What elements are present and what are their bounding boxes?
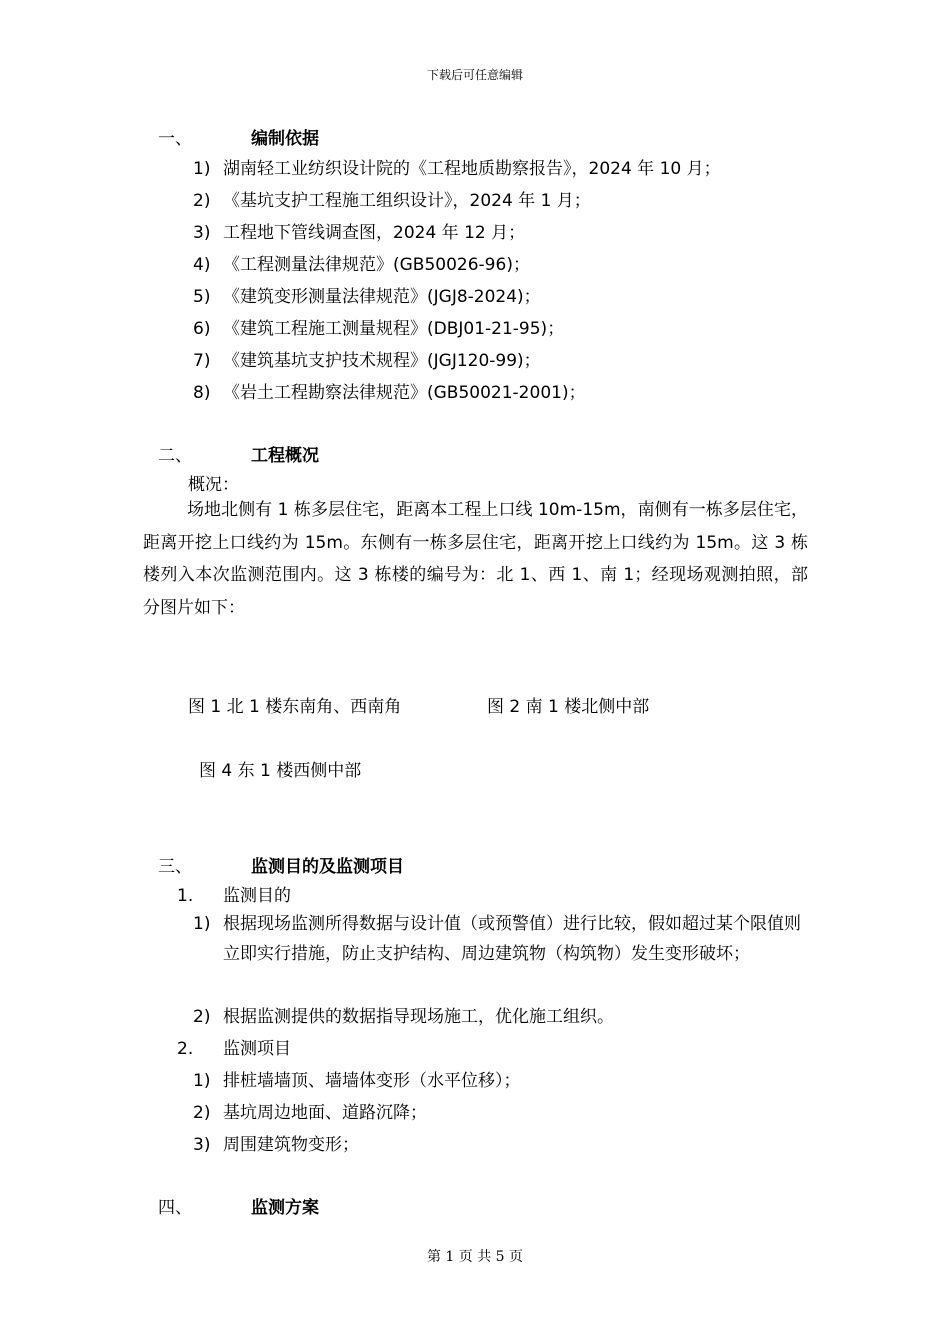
figure-4-caption: 图 4 东 1 楼西侧中部: [199, 761, 362, 781]
subsection-title: 监测项目: [223, 1039, 291, 1059]
list-item: [193, 909, 813, 969]
section-3-number: 三、: [158, 857, 192, 877]
list-item-number: 2): [193, 1007, 211, 1027]
list-item-text: 《建筑工程施工测量规程》(DBJ01-21-95)；: [223, 319, 565, 339]
subsection-number: 1.: [177, 886, 194, 906]
page-header: 下载后可任意编辑: [426, 68, 523, 82]
list-item: [193, 282, 541, 307]
section-1-number: 一、: [158, 129, 192, 149]
list-item: [193, 154, 721, 179]
figure-2-caption: 图 2 南 1 楼北侧中部: [487, 697, 650, 717]
list-item-number: 3): [193, 1135, 211, 1155]
list-item-text: 根据监测提供的数据指导现场施工，优化施工组织。: [223, 1007, 614, 1027]
list-item: [193, 1098, 427, 1123]
list-item: [193, 346, 541, 371]
list-item-text: 基坑周边地面、道路沉降；: [223, 1103, 427, 1123]
section-3-title: 监测目的及监测项目: [251, 857, 404, 877]
list-item-text: 工程地下管线调查图，2024 年 12 月；: [223, 223, 526, 243]
subsection-title: 监测目的: [223, 886, 291, 906]
list-item-number: 1): [193, 1071, 211, 1091]
list-item-text: 周围建筑物变形；: [223, 1135, 359, 1155]
list-item-text: 排桩墙墙顶、墙墙体变形（水平位移）；: [223, 1071, 521, 1091]
section-4-title: 监测方案: [251, 1198, 319, 1218]
list-item-number: 4): [193, 255, 211, 275]
page-footer: 第 1 页 共 5 页: [426, 1249, 524, 1265]
list-item: [193, 314, 564, 339]
list-item: [193, 1002, 614, 1027]
list-item: [193, 1066, 521, 1091]
list-item: [193, 378, 586, 403]
list-item-text: 《建筑基坑支护技术规程》(JGJ120-99)；: [223, 351, 541, 371]
list-item: [193, 1130, 359, 1155]
figure-1-caption: 图 1 北 1 楼东南角、西南角: [188, 697, 402, 717]
list-item-number: 1): [193, 914, 211, 934]
list-item-number: 2): [193, 191, 211, 211]
list-item-number: 5): [193, 287, 211, 307]
section-2-title: 工程概况: [251, 446, 319, 466]
list-item: [193, 186, 591, 211]
list-item-text: 《工程测量法律规范》(GB50026-96)；: [223, 255, 530, 275]
list-item-number: 3): [193, 223, 211, 243]
subsection-1: [177, 881, 291, 906]
list-item-number: 1): [193, 159, 211, 179]
list-item-number: 2): [193, 1103, 211, 1123]
list-item-text: 湖南轻工业纺织设计院的《工程地质勘察报告》，2024 年 10 月；: [223, 159, 721, 179]
section-1-title: 编制依据: [251, 129, 319, 149]
list-item-text: 《基坑支护工程施工组织设计》，2024 年 1 月；: [223, 191, 591, 211]
list-item-text: 《岩土工程勘察法律规范》(GB50021-2001)；: [223, 383, 586, 403]
subsection-number: 2.: [177, 1039, 194, 1059]
overview-intro: 概况：: [188, 475, 239, 495]
list-item-number: 6): [193, 319, 211, 339]
list-item-number: 8): [193, 383, 211, 403]
list-item: [193, 250, 530, 275]
subsection-2: [177, 1034, 291, 1059]
overview-paragraph: 场地北侧有 1 栋多层住宅，距离本工程上口线 10m-15m，南侧有一栋多层住宅，距离开挖上口线约为 15m。东侧有一栋多层住宅，距离开挖上口线约为 15m。这 3 栋楼列入本次监测范围内。这 3 栋楼的编号为：北 1、西 1、南 1；经现场观测拍照，部分图片如下：: [143, 500, 808, 618]
list-item-text: 根据现场监测所得数据与设计值（或预警值）进行比较，假如超过某个限值则立即实行措施，防止支护结构、周边建筑物（构筑物）发生变形破坏；: [223, 914, 801, 964]
list-item-text: 《建筑变形测量法律规范》(JGJ8-2024)；: [223, 287, 541, 307]
section-2-number: 二、: [158, 446, 192, 466]
list-item-number: 7): [193, 351, 211, 371]
section-4-number: 四、: [158, 1198, 192, 1218]
list-item: [193, 218, 525, 243]
